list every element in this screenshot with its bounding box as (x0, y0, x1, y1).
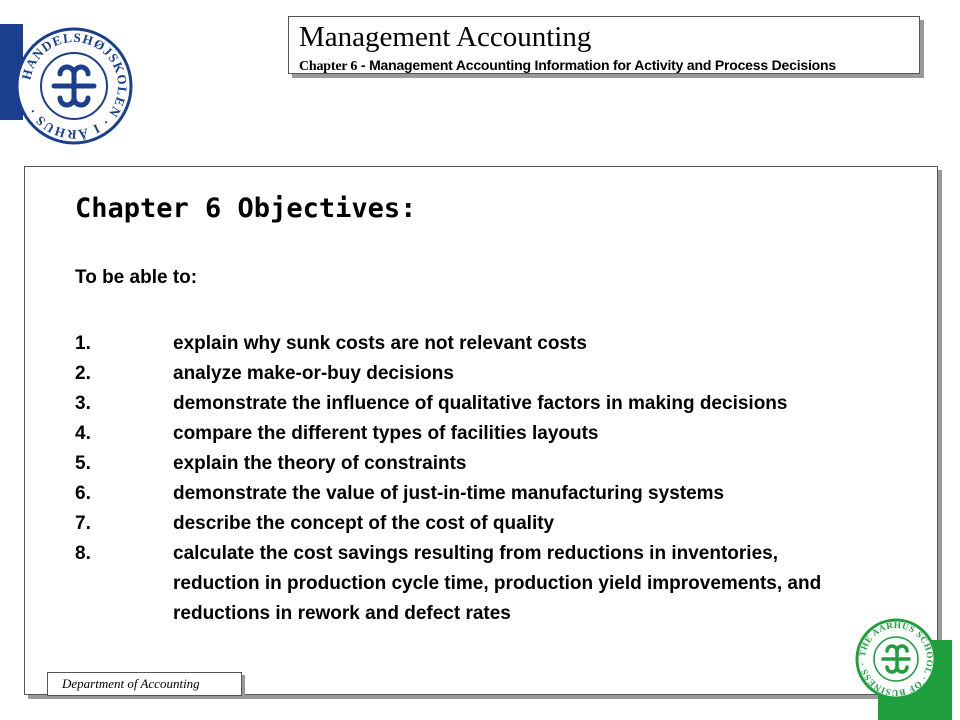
objective-item (75, 359, 923, 389)
seal-text: HANDELSHØJSKOLEN · I ÅRHUS · (18, 29, 131, 143)
department-label: Department of Accounting (62, 676, 200, 691)
objectives-title: Chapter 6 Objectives: (75, 193, 417, 224)
course-title: Management Accounting (299, 21, 592, 53)
objective-number: 1. (75, 333, 91, 354)
objectives-panel (24, 166, 938, 695)
chapter-topic: - Management Accounting Information for Activity and Process Decisions (357, 57, 836, 73)
objective-number: 5. (75, 453, 91, 474)
objective-number: 6. (75, 483, 91, 504)
objective-item (75, 509, 923, 539)
objective-text: describe the concept of the cost of quality (173, 513, 555, 534)
objective-text: explain why sunk costs are not relevant costs (173, 333, 587, 354)
objective-item (75, 419, 923, 449)
objective-text: compare the different types of facilities layouts (173, 423, 599, 444)
objective-number: 3. (75, 393, 91, 414)
objective-number: 7. (75, 513, 91, 534)
objective-text: reductions in rework and defect rates (173, 603, 511, 624)
objective-item (75, 539, 923, 629)
objective-item (75, 389, 923, 419)
aarhus-school-seal-icon (855, 618, 937, 700)
header-box (288, 16, 920, 74)
objectives-intro: To be able to: (75, 267, 198, 288)
objective-number: 4. (75, 423, 91, 444)
objective-number: 2. (75, 363, 91, 384)
objective-item (75, 329, 923, 359)
objective-text: demonstrate the influence of qualitative factors in making decisions (173, 393, 788, 414)
chapter-subtitle (299, 57, 836, 75)
chapter-label: Chapter 6 (299, 59, 358, 74)
objective-text: explain the theory of constraints (173, 453, 467, 474)
seal-text: THE AARHUS SCHOOL · OF BUSINESS · (857, 619, 936, 699)
objective-item (75, 479, 923, 509)
objective-text: reduction in production cycle time, production yield improvements, and (173, 573, 822, 594)
objectives-list (75, 329, 923, 629)
objective-item (75, 449, 923, 479)
objective-text: demonstrate the value of just-in-time manufacturing systems (173, 483, 725, 504)
objective-text: analyze make-or-buy decisions (173, 363, 454, 384)
department-footer (47, 672, 242, 696)
handelshojskolen-seal-icon (14, 20, 134, 152)
objective-text: calculate the cost savings resulting from reductions in inventories, (173, 543, 778, 564)
objective-number: 8. (75, 543, 91, 564)
